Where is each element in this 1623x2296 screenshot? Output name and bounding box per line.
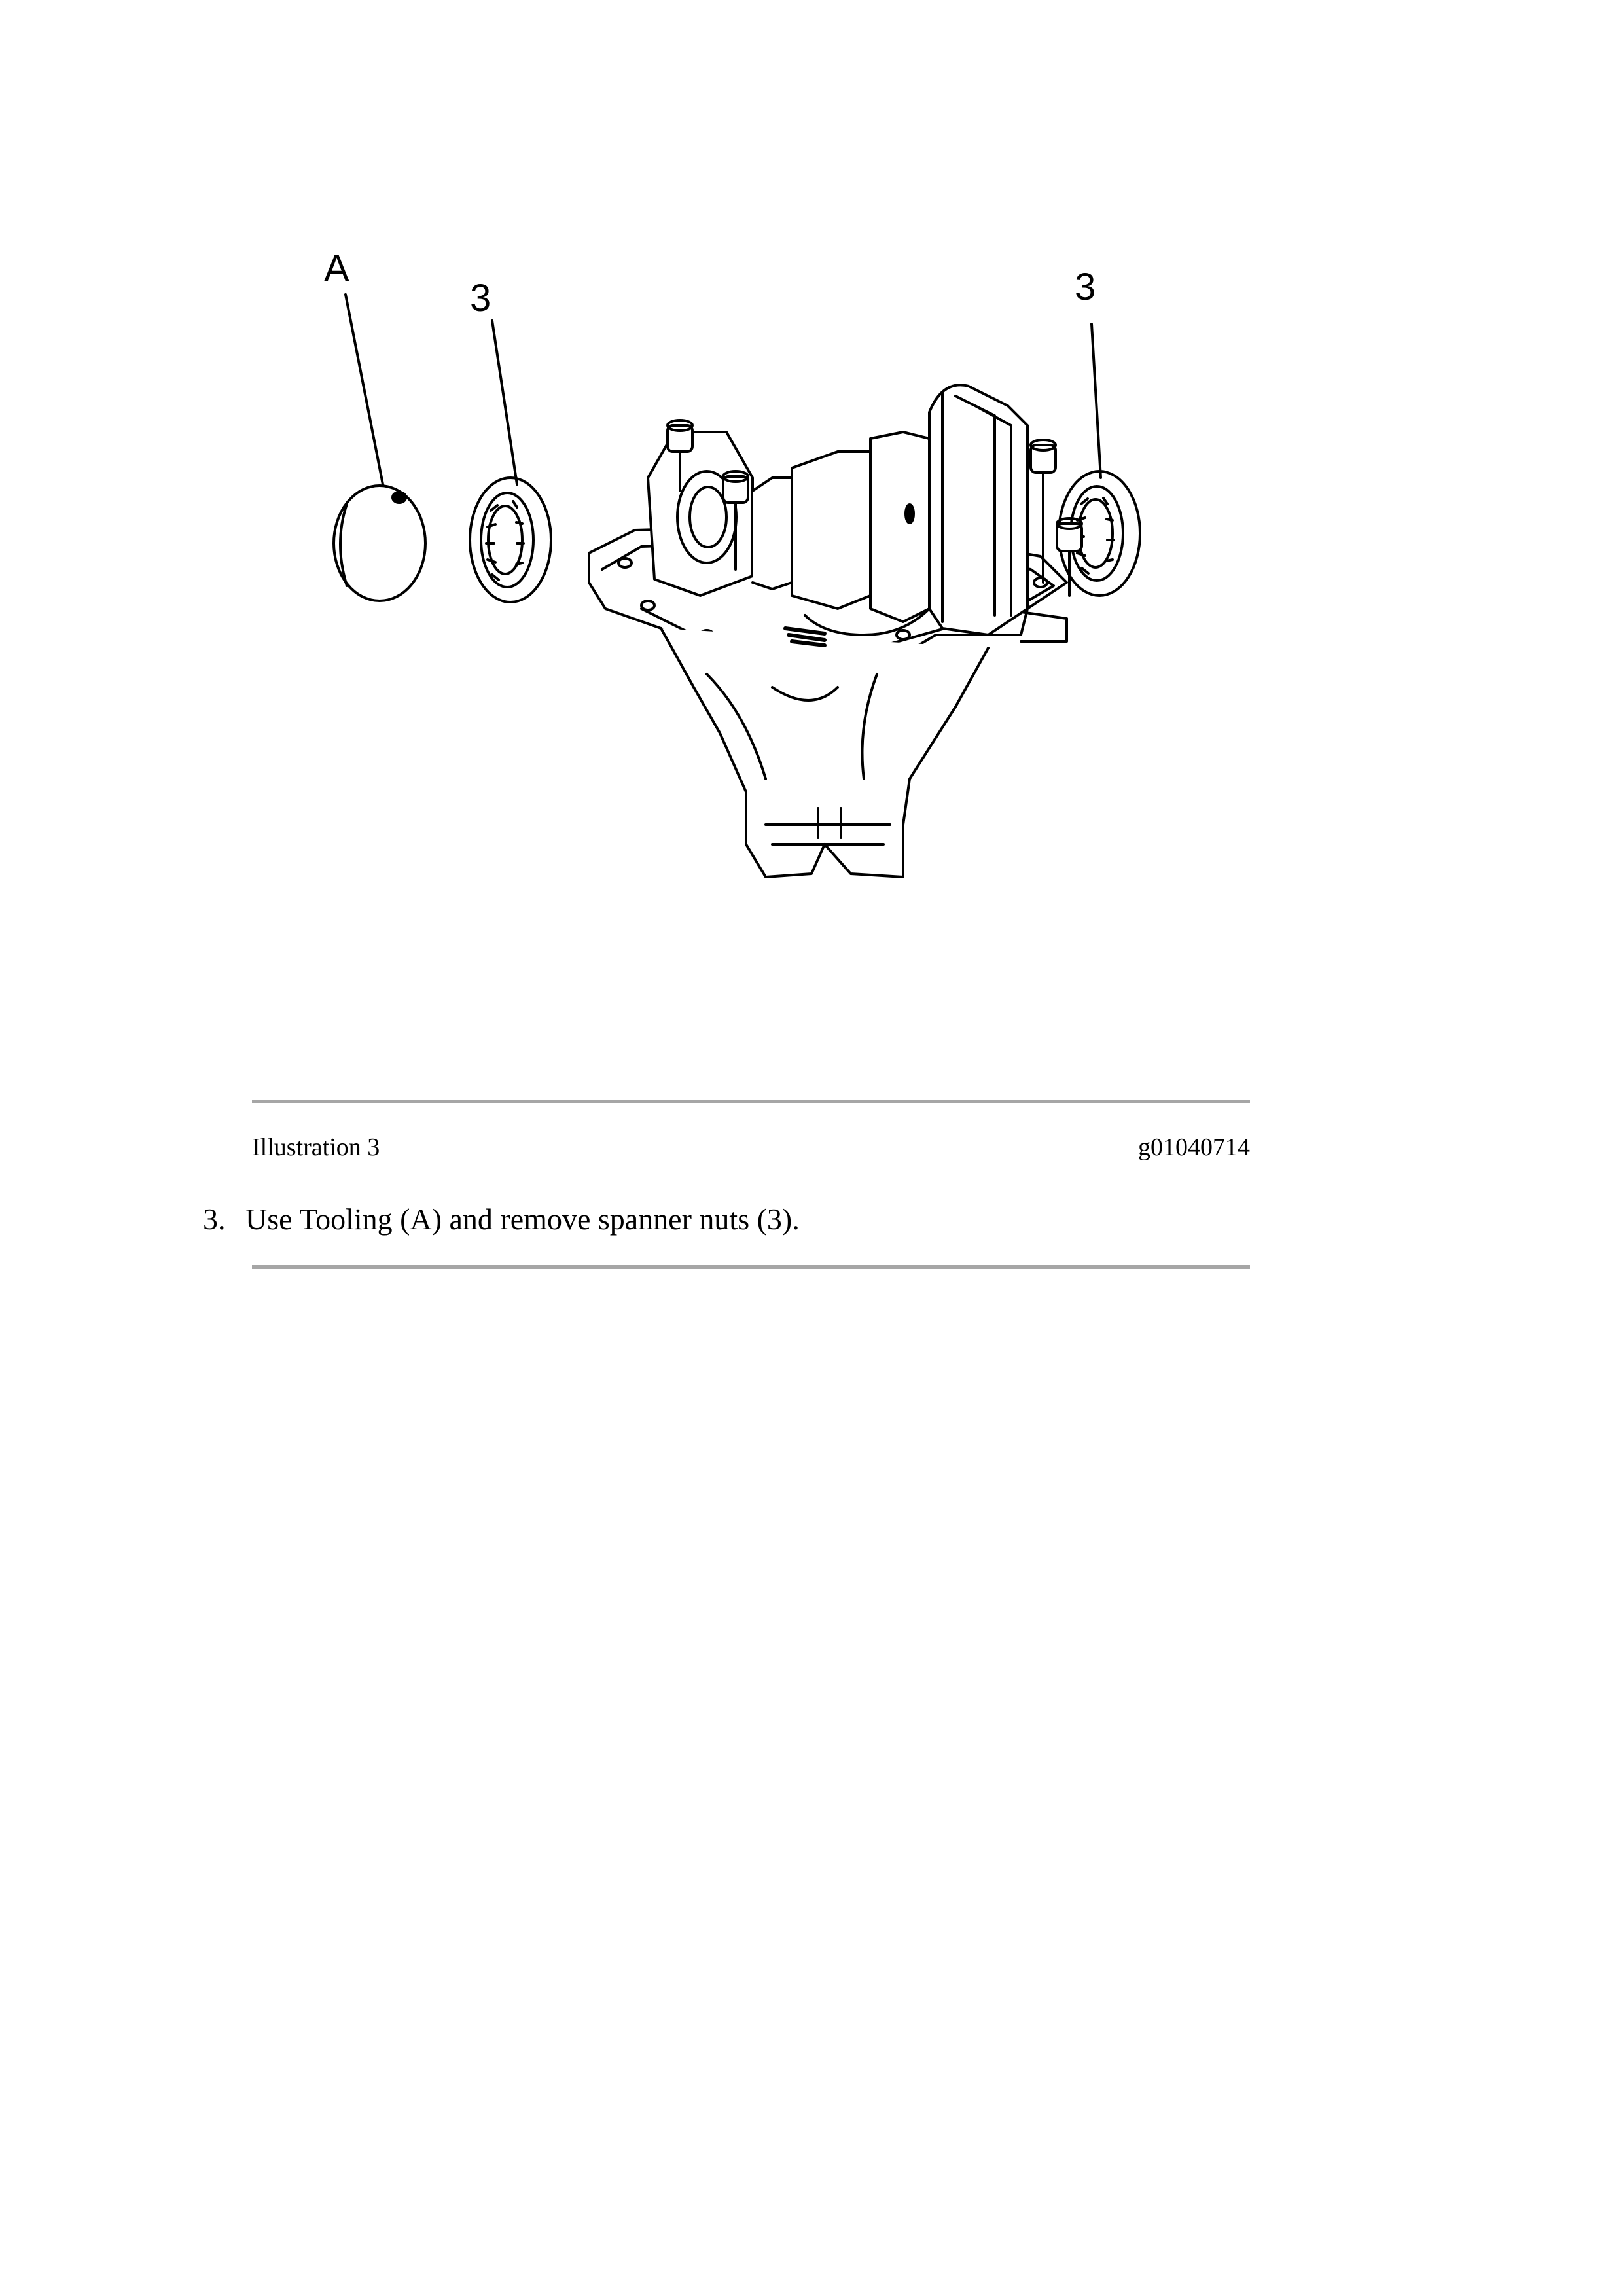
differential-illustration xyxy=(249,216,1296,975)
differential-housing xyxy=(589,385,1082,877)
illustration-caption: Illustration 3 xyxy=(252,1134,380,1161)
leader-line-3-left xyxy=(492,321,517,484)
leader-line-a xyxy=(346,295,383,484)
procedure-step xyxy=(203,1201,800,1238)
step-number: 3. xyxy=(203,1202,226,1236)
callout-3-left: 3 xyxy=(470,277,491,319)
callout-a: A xyxy=(324,247,349,290)
callout-3-right: 3 xyxy=(1075,266,1096,308)
spanner-nut-left xyxy=(470,478,551,602)
divider-top xyxy=(252,1100,1250,1103)
leader-line-3-right xyxy=(1092,324,1101,478)
step-text: Use Tooling (A) and remove spanner nuts (3). xyxy=(245,1202,800,1236)
tooling-disc xyxy=(334,486,425,601)
illustration-id: g01040714 xyxy=(1138,1134,1250,1161)
divider-bottom xyxy=(252,1265,1250,1269)
